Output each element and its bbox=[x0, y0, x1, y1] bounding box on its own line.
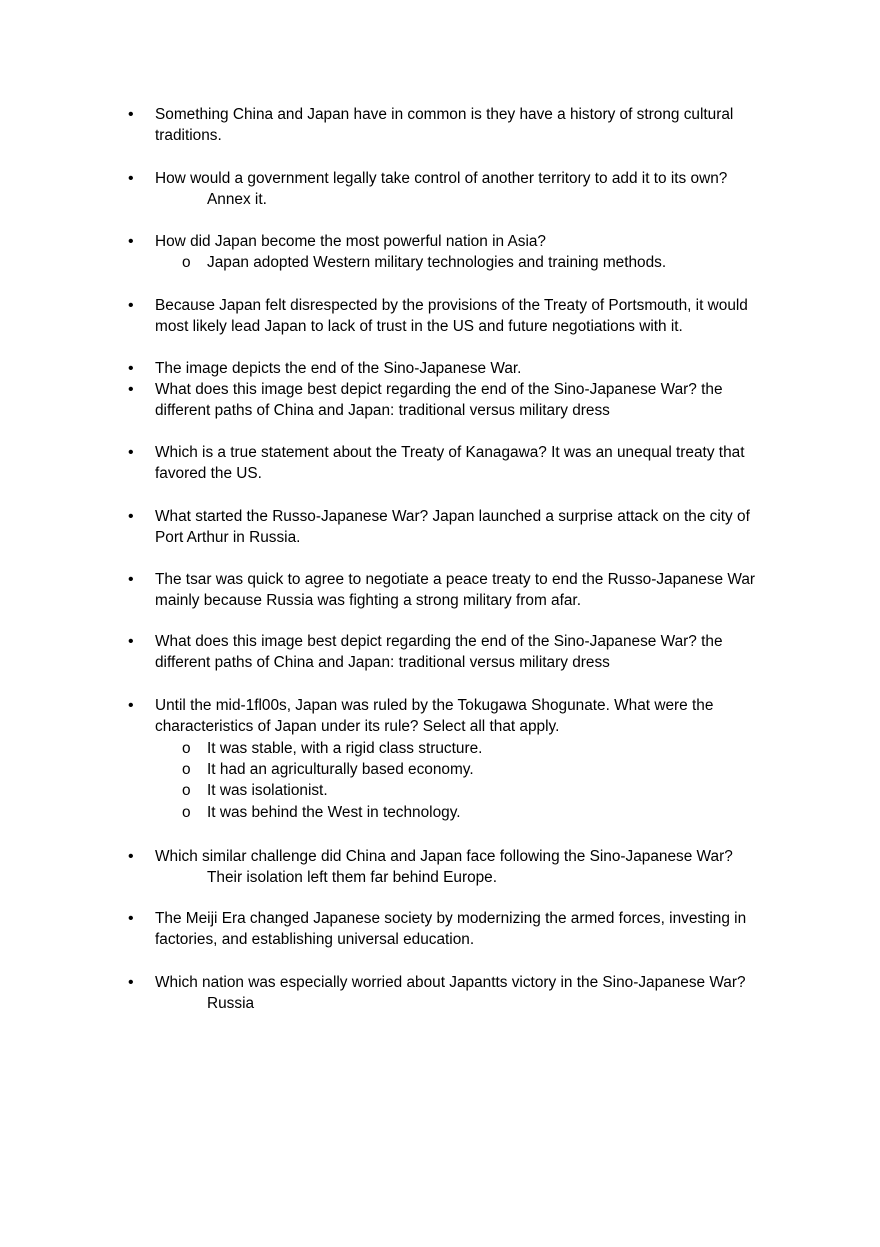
list-item: • Which nation was especially worried about Japantts victory in the Sino-Japanese War? bbox=[155, 972, 780, 993]
sub-list-item: o Japan adopted Western military technologies and training methods. bbox=[207, 252, 666, 273]
list-item: • How would a government legally take control of another territory to add it to its own? bbox=[155, 168, 780, 189]
list-item: • How did Japan become the most powerful nation in Asia? bbox=[155, 231, 780, 252]
sub-list-item: o It was isolationist. bbox=[207, 780, 328, 801]
answer-text: Russia bbox=[207, 995, 255, 1012]
list-item: • Which is a true statement about the Treaty of Kanagawa? It was an unequal treaty that favored the US. bbox=[155, 442, 780, 485]
list-item: • What does this image best depict regarding the end of the Sino-Japanese War? the different paths of China and Japan: traditional versus military dress bbox=[155, 379, 780, 422]
sub-list-item: o It had an agriculturally based economy. bbox=[207, 759, 474, 780]
sub-list-item: o It was stable, with a rigid class structure. bbox=[207, 738, 482, 759]
answer-text: Annex it. bbox=[207, 191, 267, 208]
list-item: • Which similar challenge did China and Japan face following the Sino-Japanese War? bbox=[155, 846, 780, 867]
list-item: • What started the Russo-Japanese War? Japan launched a surprise attack on the city of Port Arthur in Russia. bbox=[155, 506, 780, 549]
list-item: • Because Japan felt disrespected by the provisions of the Treaty of Portsmouth, it would most likely lead Japan to lack of trust in the US and future negotiations with it. bbox=[155, 295, 780, 338]
list-item: • What does this image best depict regarding the end of the Sino-Japanese War? the different paths of China and Japan: traditional versus military dress bbox=[155, 631, 780, 674]
list-item: • The tsar was quick to agree to negotiate a peace treaty to end the Russo-Japanese War mainly because Russia was fighting a strong military from afar. bbox=[155, 569, 780, 612]
list-item: • The Meiji Era changed Japanese society by modernizing the armed forces, investing in factories, and establishing universal education. bbox=[155, 908, 780, 951]
list-item: • The image depicts the end of the Sino-Japanese War. bbox=[155, 358, 780, 379]
answer-text: Their isolation left them far behind Europe. bbox=[207, 869, 498, 886]
sub-list-item: o It was behind the West in technology. bbox=[207, 802, 461, 823]
list-item: • Something China and Japan have in common is they have a history of strong cultural traditions. bbox=[155, 104, 780, 147]
list-item: • Until the mid-1fl00s, Japan was ruled by the Tokugawa Shogunate. What were the characteristics of Japan under its rule? Select all that apply. bbox=[155, 695, 780, 738]
